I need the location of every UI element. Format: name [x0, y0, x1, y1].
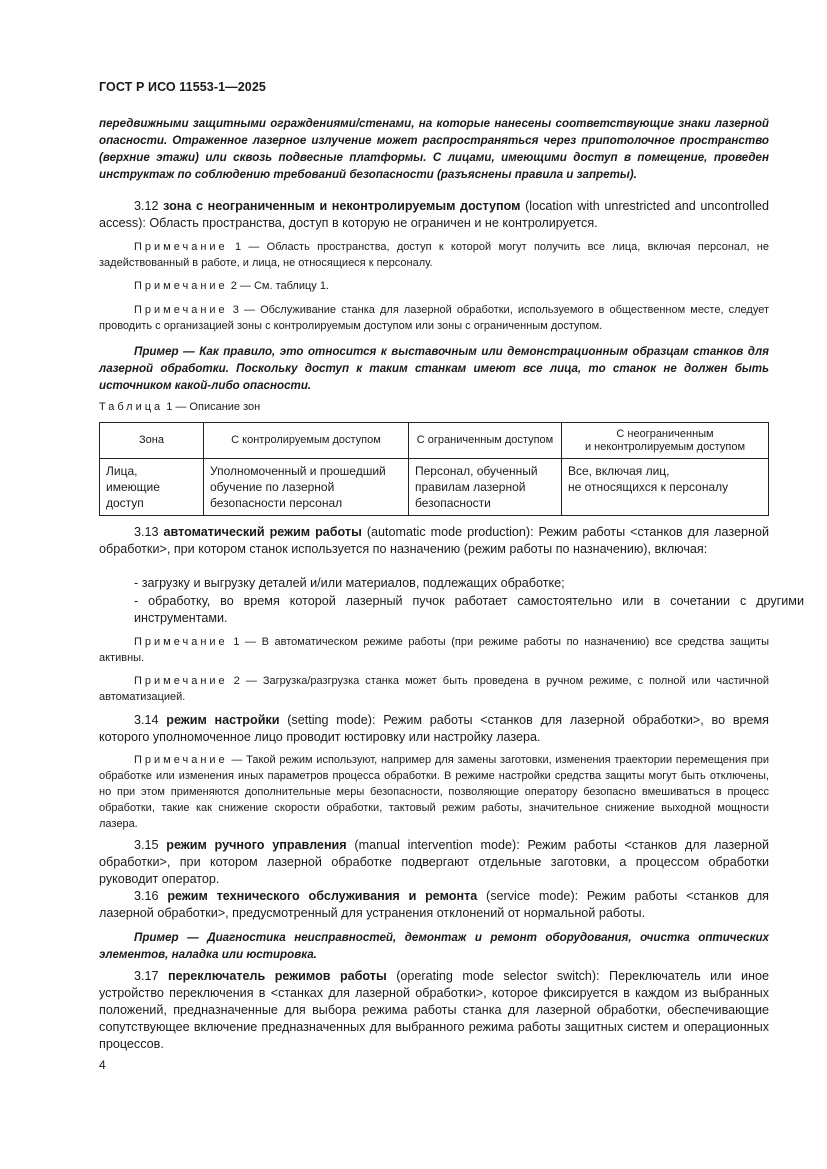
table-header-cell: Зона [100, 423, 204, 459]
definition: (automatic mode production): Режим работы <станков для лазерной обработки>, при котором станок используется по назначению (режим работы по назначению), включая: [99, 525, 769, 556]
note-text: 1 — Область пространства, доступ к которой могут получить все лица, включая персонал, не задействованный в работе, и лица, не относящиеся к персоналу. [99, 241, 769, 269]
note-label: Примечание [134, 241, 228, 253]
definition: (operating mode selector switch): Переключатель или иное устройство переключения в <станках для лазерной обработки>, которое фиксируется в каждом из выбранных положений, предназначенные для выбора режима работы станка для лазерной обработки, обеспечивающие сопутствующее включение предназначенных для выбранного режима работы защитных систем и операционных процессов. [99, 969, 769, 1051]
table-cell: Уполномоченный и прошедший обучение по лазерной безопасности персонал [204, 459, 409, 516]
note-3-12-3 [99, 302, 769, 334]
section-3-16 [99, 888, 769, 922]
table-row [100, 459, 769, 516]
note-text: 2 — См. таблицу 1. [227, 280, 330, 292]
definition: (service mode): Режим работы <станков для лазерной обработки>, предусмотренный для устранения отклонений от нормальной работы. [99, 889, 769, 920]
term: переключатель режимов работы [167, 969, 387, 983]
note-label: Примечание [134, 754, 228, 766]
note-text: 1 — В автоматическом режиме работы (при режиме работы по назначению) все средства защиты активны. [99, 636, 769, 664]
table-header-cell: С контролируемым доступом [204, 423, 409, 459]
definition: (manual intervention mode): Режим работы <станков для лазерной обработки>, при котором лазерной обработке подвергают отдельные заготовки, а процессом обработки руководит оператор. [99, 838, 769, 886]
section-number: 3.15 [134, 838, 159, 852]
table-cell: Лица, имеющие доступ [100, 459, 204, 516]
example-3-12: Пример — Как правило, это относится к выставочным или демонстрационным образцам станков для лазерной обработки. Поскольку доступ к таким станкам имеют все лица, то станок не должен быть источником какой-либо опасности. [99, 345, 769, 392]
example-3-16: Пример — Диагностика неисправностей, демонтаж и ремонт оборудования, очистка оптических элементов, наладка или юстировка. [99, 931, 769, 961]
table-header-row [100, 423, 769, 459]
note-3-13-1 [99, 634, 769, 666]
note-text: 3 — Обслуживание станка для лазерной обработки, используемого в общественном месте, следует проводить с организацией зоны с контролируемым доступом или зоны с ограниченным доступом. [99, 304, 769, 332]
list-item: - загрузку и выгрузку деталей и/или материалов, подлежащих обработке; [134, 576, 565, 590]
intro-paragraph: передвижными защитными ограждениями/стенами, на которые нанесены соответствующие знаки лазерной опасности. Отраженное лазерное излучение может распространяться через припотолочное пространство (верхние этажи) или сквозь подвесные платформы. С лицами, имеющими доступ в помещение, проведен инструктаж по соблюдению требований безопасности (разъяснены правила и запреты). [99, 117, 769, 181]
note-label: Примечание [134, 304, 228, 316]
note-3-14 [99, 752, 769, 832]
note-3-12-2 [99, 278, 769, 294]
table-caption-label: Таблица [99, 401, 164, 413]
table-cell: Персонал, обученный правилам лазерной безопасности [409, 459, 562, 516]
table-caption-text: 1 — Описание зон [163, 401, 261, 413]
table-header-cell: С ограниченным доступом [409, 423, 562, 459]
note-3-12-1 [99, 239, 769, 271]
section-3-17 [99, 968, 769, 1053]
section-number: 3.16 [134, 889, 159, 903]
section-number: 3.12 [134, 199, 159, 213]
section-3-14 [99, 712, 769, 746]
section-number: 3.13 [134, 525, 159, 539]
note-label: Примечание [134, 280, 228, 292]
section-3-12 [99, 198, 769, 232]
definition: (location with unrestricted and uncontrolled access): Область пространства, доступ в которую не ограничен и не контролируется. [99, 199, 770, 230]
term: автоматический режим работы [163, 525, 362, 539]
term: режим настройки [166, 713, 280, 727]
table-cell: Все, включая лиц, не относящихся к персоналу [562, 459, 769, 516]
section-3-13 [99, 524, 769, 558]
section-number: 3.14 [134, 713, 159, 727]
term: режим технического обслуживания и ремонта [167, 889, 478, 903]
note-label: Примечание [134, 636, 228, 648]
section-number: 3.17 [134, 969, 159, 983]
zones-table [99, 422, 769, 516]
definition: (setting mode): Режим работы <станков для лазерной обработки>, во время которого уполномоченное лицо проводит юстировку или настройку лазера. [99, 713, 769, 744]
section-3-15 [99, 837, 769, 888]
page-number: 4 [99, 1058, 106, 1072]
table-caption [99, 401, 260, 413]
note-label: Примечание [134, 675, 228, 687]
document-header: ГОСТ Р ИСО 11553-1—2025 [99, 80, 266, 94]
term: режим ручного управления [166, 838, 347, 852]
list-item: - обработку, во время которой лазерный пучок работает самостоятельно или в сочетании с другими инструментами. [134, 594, 804, 625]
note-3-13-2 [99, 673, 769, 705]
note-text: — Такой режим используют, например для замены заготовки, изменения траектории перемещения при обработке или изменения иных параметров процесса обработки. В режиме настройки средства защиты могут быть отключены, но при этом применяются дополнительные меры безопасности, позволяющие оператору безопасно вмешиваться в процесс обработки, такие как снижение скорости обработки, тактовый режим работы, значительное снижение выходной мощности лазера. [99, 754, 769, 830]
term: зона с неограниченным и неконтролируемым доступом [163, 199, 521, 213]
note-text: 2 — Загрузка/разгрузка станка может быть проведена в ручном режиме, с полной или частичной автоматизацией. [99, 675, 769, 703]
table-header-cell: С неограниченным и неконтролируемым доступом [562, 423, 769, 459]
